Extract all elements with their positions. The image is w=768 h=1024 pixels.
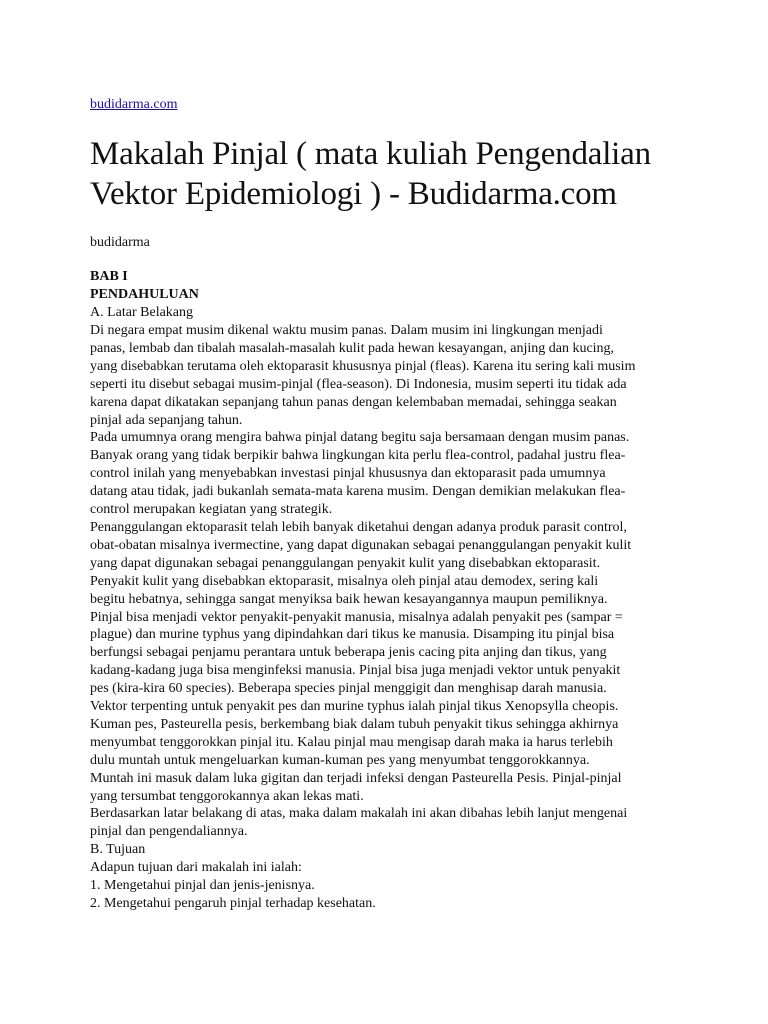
paragraph-line: Penyakit kulit yang disebabkan ektoparasit, misalnya oleh pinjal atau demodex, sering kali (90, 573, 599, 589)
chapter-heading: PENDAHULUAN (90, 287, 199, 302)
paragraph-line: yang disebabkan terutama oleh ektoparasit khususnya pinjal (fleas). Karena itu sering kali musim (90, 358, 636, 374)
paragraph-line: 2. Mengetahui pengaruh pinjal terhadap kesehatan. (90, 896, 376, 912)
page-title: Makalah Pinjal ( mata kuliah Pengendalian Vektor Epidemiologi ) - Budidarma.com (90, 136, 651, 212)
section-heading-tujuan: B. Tujuan (90, 842, 146, 858)
paragraph-line: control inilah yang menyebabkan investasi pinjal khususnya dan ektoparasit pada umumnya (90, 466, 606, 482)
paragraph-line: Kuman pes, Pasteurella pesis, berkembang biak dalam tubuh penyakit tikus sehingga akhirnya (90, 716, 619, 732)
paragraph-line: dulu muntah untuk mengeluarkan kuman-kuman pes yang menyumbat tenggorokkannya. (90, 752, 590, 768)
paragraph-line: panas, lembab dan tibalah masalah-masalah kulit pada hewan kesayangan, anjing dan kucing, (90, 340, 615, 356)
latar-belakang-text (90, 322, 690, 841)
paragraph-line: yang dapat digunakan sebagai penanggulangan penyakit kulit yang disebabkan ektoparasit. (90, 555, 601, 571)
paragraph-line: seperti itu disebut sebagai musim-pinjal (flea-season). Di Indonesia, musim seperti itu tidak ada (90, 376, 627, 392)
paragraph-line: obat-obatan misalnya ivermectine, yang dapat digunakan sebagai penanggulangan penyakit kulit (90, 537, 632, 553)
paragraph-line: 1. Mengetahui pinjal dan jenis-jenisnya. (90, 878, 315, 894)
document (90, 95, 690, 913)
document-body (90, 268, 690, 913)
tujuan-text (90, 859, 690, 913)
paragraph-line: Pinjal bisa menjadi vektor penyakit-penyakit manusia, misalnya adalah penyakit pes (sampar = (90, 609, 623, 625)
chapter-number: BAB I (90, 269, 128, 284)
paragraph-line: Berdasarkan latar belakang di atas, maka dalam makalah ini akan dibahas lebih lanjut mengenai (90, 806, 628, 822)
paragraph-line: Penanggulangan ektoparasit telah lebih banyak diketahui dengan adanya produk parasit control, (90, 519, 627, 535)
paragraph-line: yang tersumbat tenggorokannya akan lekas mati. (90, 788, 364, 804)
paragraph-line: menyumbat tenggorokkan pinjal itu. Kalau pinjal mau mengisap darah maka ia harus terlebih (90, 734, 613, 750)
site-link[interactable]: budidarma.com (90, 97, 178, 112)
paragraph-line: Adapun tujuan dari makalah ini ialah: (90, 860, 302, 876)
paragraph-line: Banyak orang yang tidak berpikir bahwa lingkungan kita perlu flea-control, padahal justru flea- (90, 448, 626, 464)
paragraph-line: kadang-kadang juga bisa menginfeksi manusia. Pinjal bisa juga menjadi vektor untuk penyakit (90, 663, 621, 679)
paragraph-line: Di negara empat musim dikenal waktu musim panas. Dalam musim ini lingkungan menjadi (90, 323, 603, 338)
paragraph-line: Pada umumnya orang mengira bahwa pinjal datang begitu saja bersamaan dengan musim panas. (90, 430, 630, 446)
paragraph-line: Muntah ini masuk dalam luka gigitan dan terjadi infeksi dengan Pasteurella Pesis. Pinjal-pinjal (90, 770, 622, 786)
paragraph-line: karena dapat dikatakan sepanjang tahun panas dengan kelembaban memadai, sehingga seakan (90, 394, 617, 410)
paragraph-line: begitu hebatnya, sehingga sangat menyiksa baik hewan kesayangannya maupun pemiliknya. (90, 591, 608, 607)
paragraph-line: pinjal ada sepanjang tahun. (90, 412, 243, 428)
section-heading-latar-belakang: A. Latar Belakang (90, 305, 194, 320)
author-name: budidarma (90, 235, 150, 250)
paragraph-line: pes (kira-kira 60 species). Beberapa species pinjal menggigit dan menghisap darah manusia. (90, 681, 607, 697)
paragraph-line: control merupakan kegiatan yang strategik. (90, 502, 333, 518)
paragraph-line: berfungsi sebagai penjamu perantara untuk beberapa jenis cacing pita anjing dan tikus, yang (90, 645, 607, 661)
paragraph-line: Vektor terpenting untuk penyakit pes dan murine typhus ialah pinjal tikus Xenopsylla cheopis. (90, 699, 619, 715)
paragraph-line: pinjal dan pengendaliannya. (90, 824, 248, 840)
paragraph-line: plague) dan murine typhus yang dipindahkan dari tikus ke manusia. Disamping itu pinjal bisa (90, 627, 615, 643)
paragraph-line: datang atau tidak, jadi bukanlah semata-mata karena musim. Dengan demikian melakukan flea- (90, 484, 626, 500)
